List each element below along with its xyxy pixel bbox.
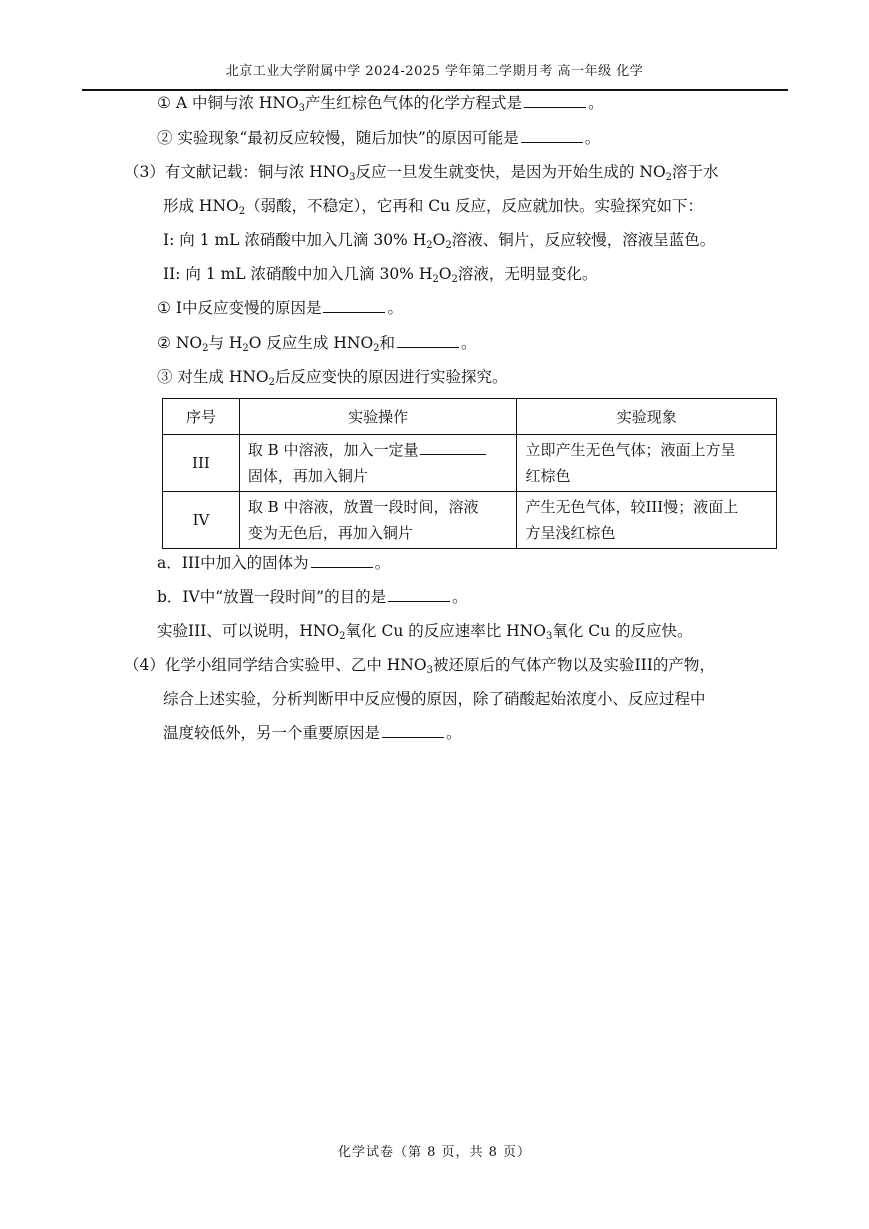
q3-intro-line-2: 形成 $HNO_2$（弱酸，不稳定），它再和 Cu 反应，反应就加快。实验探究如下： (163, 197, 704, 217)
q3-conclusion: 实验III、可以说明，$HNO_2$氧化 Cu 的反应速率比 $HNO_3$氧化 Cu 的反应快。 (157, 622, 693, 642)
row-operation: 取 B 中溶液，加入一定量 固体，再加入铜片 (239, 435, 517, 492)
answer-blank[interactable] (420, 440, 486, 455)
q3-item-1: ① I中反应变慢的原因是 。 (157, 299, 403, 317)
answer-blank[interactable] (524, 93, 586, 108)
header-rule (82, 89, 788, 91)
answer-blank[interactable] (382, 723, 444, 738)
header-phenomenon: 实验现象 (517, 399, 777, 435)
q4-line-3: 温度较低外，另一个重要原因是 。 (163, 724, 462, 742)
q3-sub-a: a．III中加入的固体为 。 (157, 554, 391, 572)
answer-blank[interactable] (311, 553, 373, 568)
answer-blank[interactable] (521, 128, 583, 143)
q3-item-3: ③ 对生成 $HNO_2$后反应变快的原因进行实验探究。 (157, 368, 508, 388)
answer-blank[interactable] (397, 333, 459, 348)
q4-line-2: 综合上述实验，分析判断甲中反应慢的原因，除了硝酸起始浓度小、反应过程中 (163, 690, 706, 708)
table-row (163, 435, 777, 492)
q4-line-1: （4）化学小组同学结合实验甲、乙中 $HNO_3$被还原后的气体产物以及实验III的产物， (124, 656, 715, 676)
q2-item-2: ② 实验现象“最初反应较慢，随后加快”的原因可能是 。 (157, 129, 601, 147)
q3-experiment-i: I: 向 1 mL 浓硝酸中加入几滴 30% $H_2O_2$溶液、铜片，反应较慢，溶液呈蓝色。 (163, 231, 716, 251)
table-row (163, 492, 777, 549)
q2-item-1: ① A 中铜与浓 $HNO_3$产生红棕色气体的化学方程式是 。 (157, 94, 604, 114)
page-header: 北京工业大学附属中学 2024-2025 学年第二学期月考 高一年级 化学 (225, 64, 644, 79)
page-footer: 化学试卷（第 8 页，共 8 页） (337, 1145, 532, 1160)
experiment-table (162, 398, 777, 549)
answer-blank[interactable] (388, 587, 450, 602)
row-no: IV (163, 492, 240, 549)
header-no: 序号 (163, 399, 240, 435)
row-no: III (163, 435, 240, 492)
row-operation: 取 B 中溶液，放置一段时间，溶液 变为无色后，再加入铜片 (239, 492, 517, 549)
q3-item-2: ② $NO_2$与 $H_2O$ 反应生成 $HNO_2$和 。 (157, 334, 477, 354)
answer-blank[interactable] (323, 298, 385, 313)
row-phenomenon: 立即产生无色气体；液面上方呈 红棕色 (517, 435, 777, 492)
header-operation: 实验操作 (239, 399, 517, 435)
q3-experiment-ii: II: 向 1 mL 浓硝酸中加入几滴 30% $H_2O_2$溶液，无明显变化。 (163, 265, 598, 285)
q3-sub-b: b．IV中“放置一段时间”的目的是 。 (157, 588, 468, 606)
table-header-row (163, 399, 777, 435)
row-phenomenon: 产生无色气体，较III慢；液面上 方呈浅红棕色 (517, 492, 777, 549)
q3-intro-line-1: （3）有文献记载：铜与浓 $HNO_3$反应一旦发生就变快，是因为开始生成的 $NO_2$溶于水 (124, 163, 719, 183)
